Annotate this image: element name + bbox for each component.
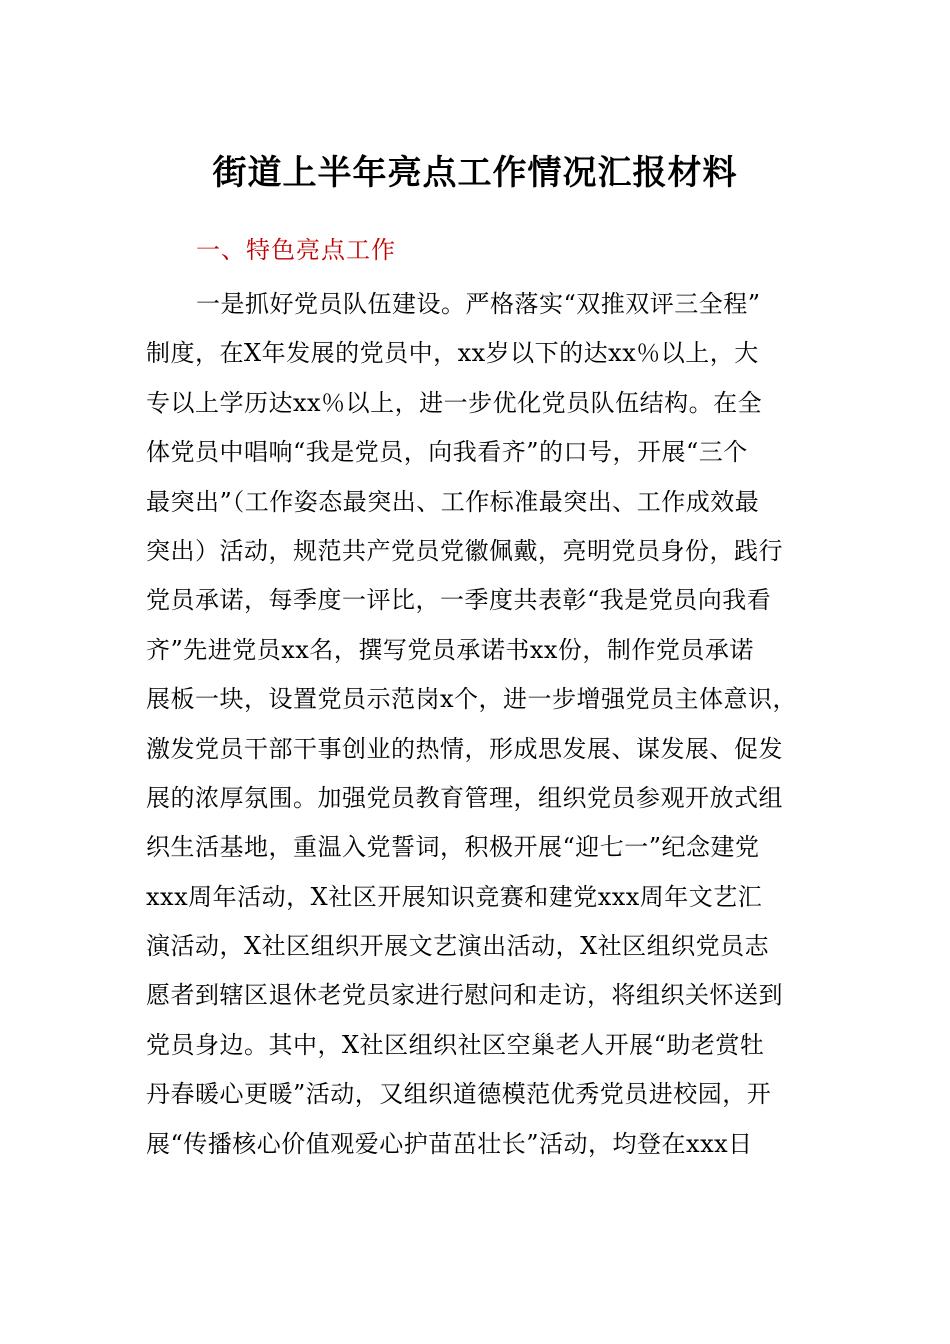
paragraph-line: 党员身边。其中，X社区组织社区空巢老人开展“助老赏牡 <box>146 1030 765 1059</box>
body-paragraph <box>146 280 816 1169</box>
paragraph-line: 展的浓厚氛围。加强党员教育管理，组织党员参观开放式组 <box>146 783 783 812</box>
section-heading: 一、特色亮点工作 <box>196 236 396 264</box>
paragraph-line: 一是抓好党员队伍建设。严格落实“双推双评三全程” <box>196 290 761 318</box>
paragraph-line: 愿者到辖区退休老党员家进行慰问和走访，将组织关怀送到 <box>146 981 783 1010</box>
paragraph-line: 织生活基地，重温入党誓词，积极开展“迎七一”纪念建党 <box>146 833 760 862</box>
paragraph-line: 党员承诺，每季度一评比，一季度共表彰“我是党员向我看 <box>146 586 772 615</box>
paragraph-line: 突出）活动，规范共产党员党徽佩戴，亮明党员身份，践行 <box>146 536 783 565</box>
document-title: 街道上半年亮点工作情况汇报材料 <box>212 153 738 193</box>
paragraph-line: 齐”先进党员xx名，撰写党员承诺书xx份，制作党员承诺 <box>146 635 754 664</box>
paragraph-line: 最突出”（工作姿态最突出、工作标准最突出、工作成效最 <box>146 487 760 516</box>
paragraph-line: 展板一块，设置党员示范岗x个，进一步增强党员主体意识， <box>146 685 798 714</box>
paragraph-line: 制度，在X年发展的党员中，xx岁以下的达xx％以上，大 <box>146 339 759 368</box>
paragraph-line: 激发党员干部干事创业的热情，形成思发展、谋发展、促发 <box>146 734 783 763</box>
paragraph-line: xxx周年活动，X社区开展知识竞赛和建党xxx周年文艺汇 <box>146 882 763 911</box>
paragraph-line: 演活动，X社区组织开展文艺演出活动，X社区组织党员志 <box>146 932 770 961</box>
paragraph-line: 丹春暖心更暖”活动，又组织道德模范优秀党员进校园，开 <box>146 1080 772 1109</box>
paragraph-line: 专以上学历达xx％以上，进一步优化党员队伍结构。在全 <box>146 388 763 417</box>
paragraph-line: 体党员中唱响“我是党员，向我看齐”的口号，开展“三个 <box>146 438 748 467</box>
paragraph-line: 展“传播核心价值观爱心护苗茁壮长”活动，均登在xxx日 <box>146 1129 753 1158</box>
